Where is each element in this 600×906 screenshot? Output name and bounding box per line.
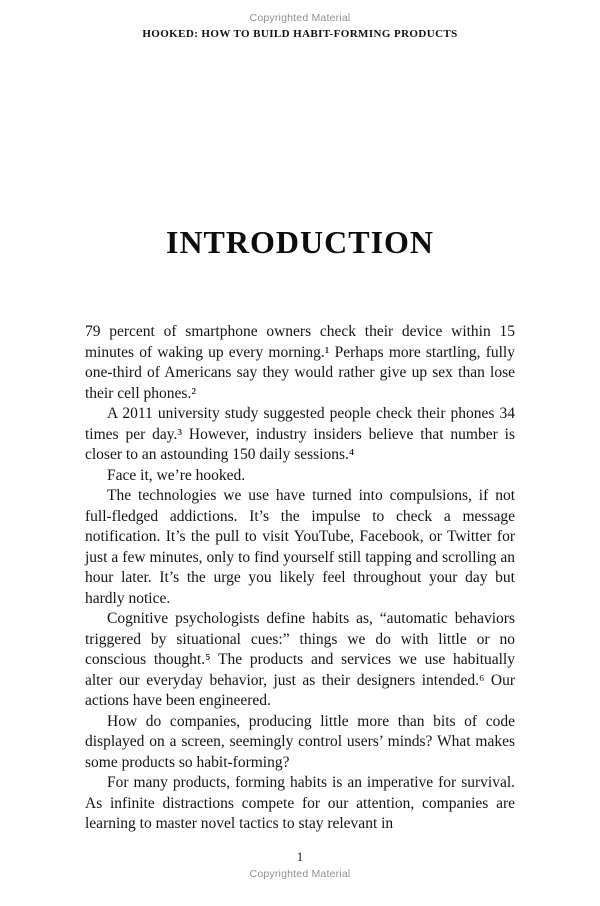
paragraph-2: A 2011 university study suggested people check their phones 34 times per day.³ However, industry insiders believe that number is closer to an astounding 150 daily sessions.⁴	[85, 405, 515, 463]
body-text	[85, 322, 515, 835]
paragraph-3: Face it, we’re hooked.	[107, 466, 246, 484]
running-header: HOOKED: HOW TO BUILD HABIT-FORMING PRODUCTS	[142, 28, 458, 40]
paragraph-5: Cognitive psychologists define habits as, “automatic behaviors triggered by situational cues:” things we do with little or no conscious thought.⁵ The products and services we use habitually alter our everyday behavior, just as their designers intended.⁶ Our actions have been engineered.	[85, 610, 515, 709]
chapter-title: INTRODUCTION	[165, 224, 435, 260]
paragraph-7: For many products, forming habits is an imperative for survival. As infinite distractions compete for our attention, companies are learning to master novel tactics to stay relevant in	[85, 774, 515, 832]
paragraph-1: 79 percent of smartphone owners check their device within 15 minutes of waking up every morning.¹ Perhaps more startling, fully one-third of Americans say they would rather give up sex than lose their cell phones.²	[85, 323, 515, 402]
page-number: 1	[296, 850, 304, 864]
copyright-notice-bottom: Copyrighted Material	[249, 868, 351, 880]
copyright-notice-top: Copyrighted Material	[249, 12, 351, 24]
paragraph-6: How do companies, producing little more than bits of code displayed on a screen, seemingly control users’ minds? What makes some products so habit-forming?	[85, 712, 515, 771]
paragraph-4: The technologies we use have turned into compulsions, if not full-fledged addictions. It’s the impulse to check a message notification. It’s the pull to visit YouTube, Facebook, or Twitter for just a few minutes, only to find yourself still tapping and scrolling an hour later. It’s the urge you likely feel throughout your day but hardly notice.	[85, 487, 515, 607]
